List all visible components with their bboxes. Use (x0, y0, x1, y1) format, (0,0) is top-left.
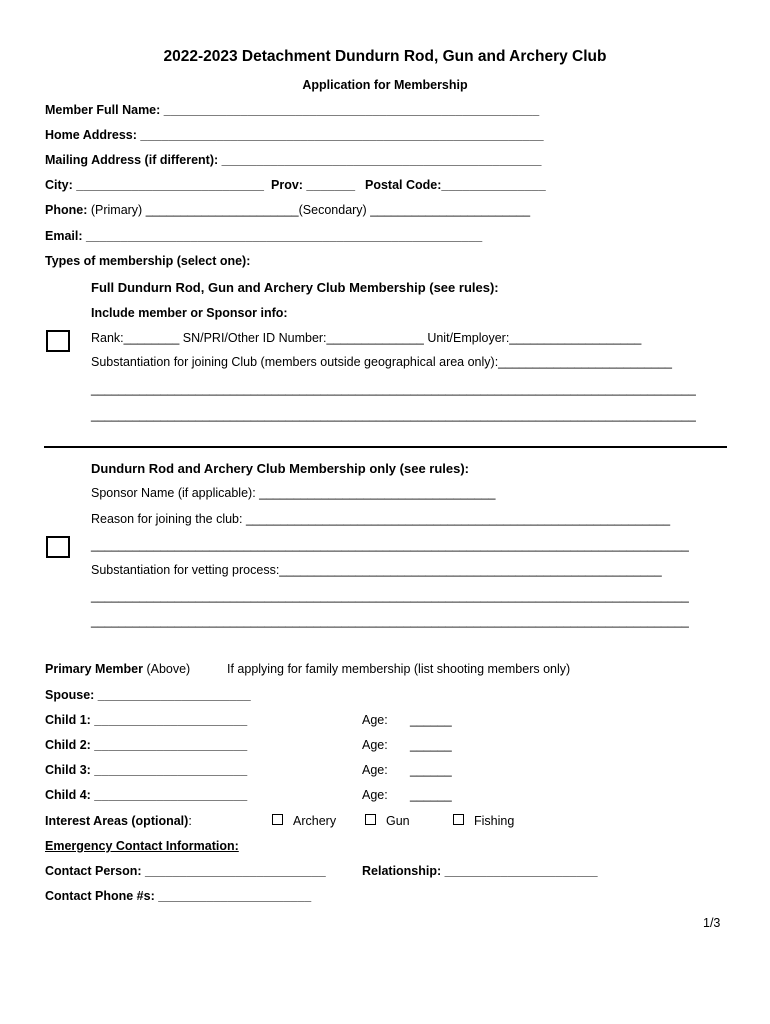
form-title: 2022-2023 Detachment Dundurn Rod, Gun and Archery Club (163, 48, 607, 65)
spouse-field[interactable]: Spouse: ______________________ (45, 688, 251, 702)
sponsor-name-field[interactable]: Sponsor Name (if applicable): __________________________________ (91, 486, 496, 500)
mailing-address-field[interactable]: Mailing Address (if different): ______________________________________________ (45, 153, 542, 167)
city-field[interactable]: City: ___________________________ (45, 178, 264, 192)
fishing-checkbox[interactable] (453, 814, 464, 825)
interest-areas-label (45, 814, 192, 828)
emergency-contact-heading: Emergency Contact Information: (45, 839, 239, 853)
vetting-field[interactable]: Substantiation for vetting process:_______________________________________________________ (91, 563, 662, 577)
child-4-field[interactable]: Child 4: ______________________ (45, 788, 248, 802)
child-2-age-label: Age: (362, 738, 388, 752)
member-full-name-field[interactable]: Member Full Name: ______________________________________________________ (45, 103, 540, 117)
contact-person-field[interactable]: Contact Person: __________________________ (45, 864, 326, 878)
child-2-field[interactable]: Child 2: ______________________ (45, 738, 248, 752)
rod-archery-membership-checkbox[interactable] (46, 536, 70, 558)
child-3-field[interactable]: Child 3: ______________________ (45, 763, 248, 777)
include-info-label: Include member or Sponsor info: (91, 306, 288, 320)
primary-member-text: Primary Member (45, 662, 143, 676)
archery-checkbox[interactable] (272, 814, 283, 825)
phone-label: Phone: (45, 203, 88, 217)
reason-field[interactable]: Reason for joining the club: _____________________________________________________________ (91, 512, 671, 526)
full-membership-checkbox[interactable] (46, 330, 70, 352)
child-3-age-label: Age: (362, 763, 388, 777)
rod-archery-membership-heading: Dundurn Rod and Archery Club Membership only (see rules): (91, 461, 470, 476)
interest-archery-option[interactable] (272, 814, 336, 828)
phone-field[interactable] (45, 203, 530, 217)
substantiation-line-1[interactable]: _______________________________________________________________________________________ (91, 382, 696, 396)
substantiation-line-2[interactable]: _______________________________________________________________________________________ (91, 408, 696, 422)
archery-label: Archery (293, 814, 337, 828)
reason-line-1[interactable]: ______________________________________________________________________________________ (91, 538, 689, 552)
child-1-age-field[interactable]: ______ (410, 713, 452, 727)
gun-checkbox[interactable] (365, 814, 376, 825)
gun-label: Gun (386, 814, 410, 828)
section-divider (44, 446, 727, 448)
child-1-field[interactable]: Child 1: ______________________ (45, 713, 248, 727)
child-4-age-label: Age: (362, 788, 388, 802)
interest-areas-colon: : (188, 814, 192, 828)
phone-primary-secondary[interactable]: (Primary) ______________________(Secondary) _______________________ (90, 203, 531, 217)
home-address-field[interactable]: Home Address: __________________________________________________________ (45, 128, 544, 142)
primary-member-above: (Above) (142, 662, 191, 676)
membership-types-label: Types of membership (select one): (45, 254, 251, 268)
fishing-label: Fishing (474, 814, 515, 828)
contact-phone-field[interactable]: Contact Phone #s: ______________________ (45, 889, 312, 903)
family-membership-note: If applying for family membership (list shooting members only) (227, 662, 571, 676)
child-3-age-field[interactable]: ______ (410, 763, 452, 777)
relationship-field[interactable]: Relationship: ______________________ (362, 864, 598, 878)
child-2-age-field[interactable]: ______ (410, 738, 452, 752)
child-4-age-field[interactable]: ______ (410, 788, 452, 802)
prov-field[interactable]: Prov: _______ (271, 178, 356, 192)
form-subtitle: Application for Membership (302, 78, 468, 92)
full-membership-heading: Full Dundurn Rod, Gun and Archery Club Membership (see rules): (91, 280, 499, 295)
interest-fishing-option[interactable] (453, 814, 514, 828)
child-1-age-label: Age: (362, 713, 388, 727)
page-number: 1/3 (703, 916, 721, 930)
email-field[interactable]: Email: _________________________________________________________ (45, 229, 483, 243)
vetting-line-2[interactable]: ______________________________________________________________________________________ (91, 614, 689, 628)
interest-gun-option[interactable] (365, 814, 410, 828)
rank-id-unit-field[interactable]: Rank:________ SN/PRI/Other ID Number:______________ Unit/Employer:___________________ (91, 331, 642, 345)
vetting-line-1[interactable]: ______________________________________________________________________________________ (91, 589, 689, 603)
primary-member-label (45, 662, 190, 676)
substantiation-field[interactable]: Substantiation for joining Club (members outside geographical area only):_________________________ (91, 355, 672, 369)
interest-areas-text: Interest Areas (optional) (45, 814, 189, 828)
postal-code-field[interactable]: Postal Code:_______________ (365, 178, 546, 192)
